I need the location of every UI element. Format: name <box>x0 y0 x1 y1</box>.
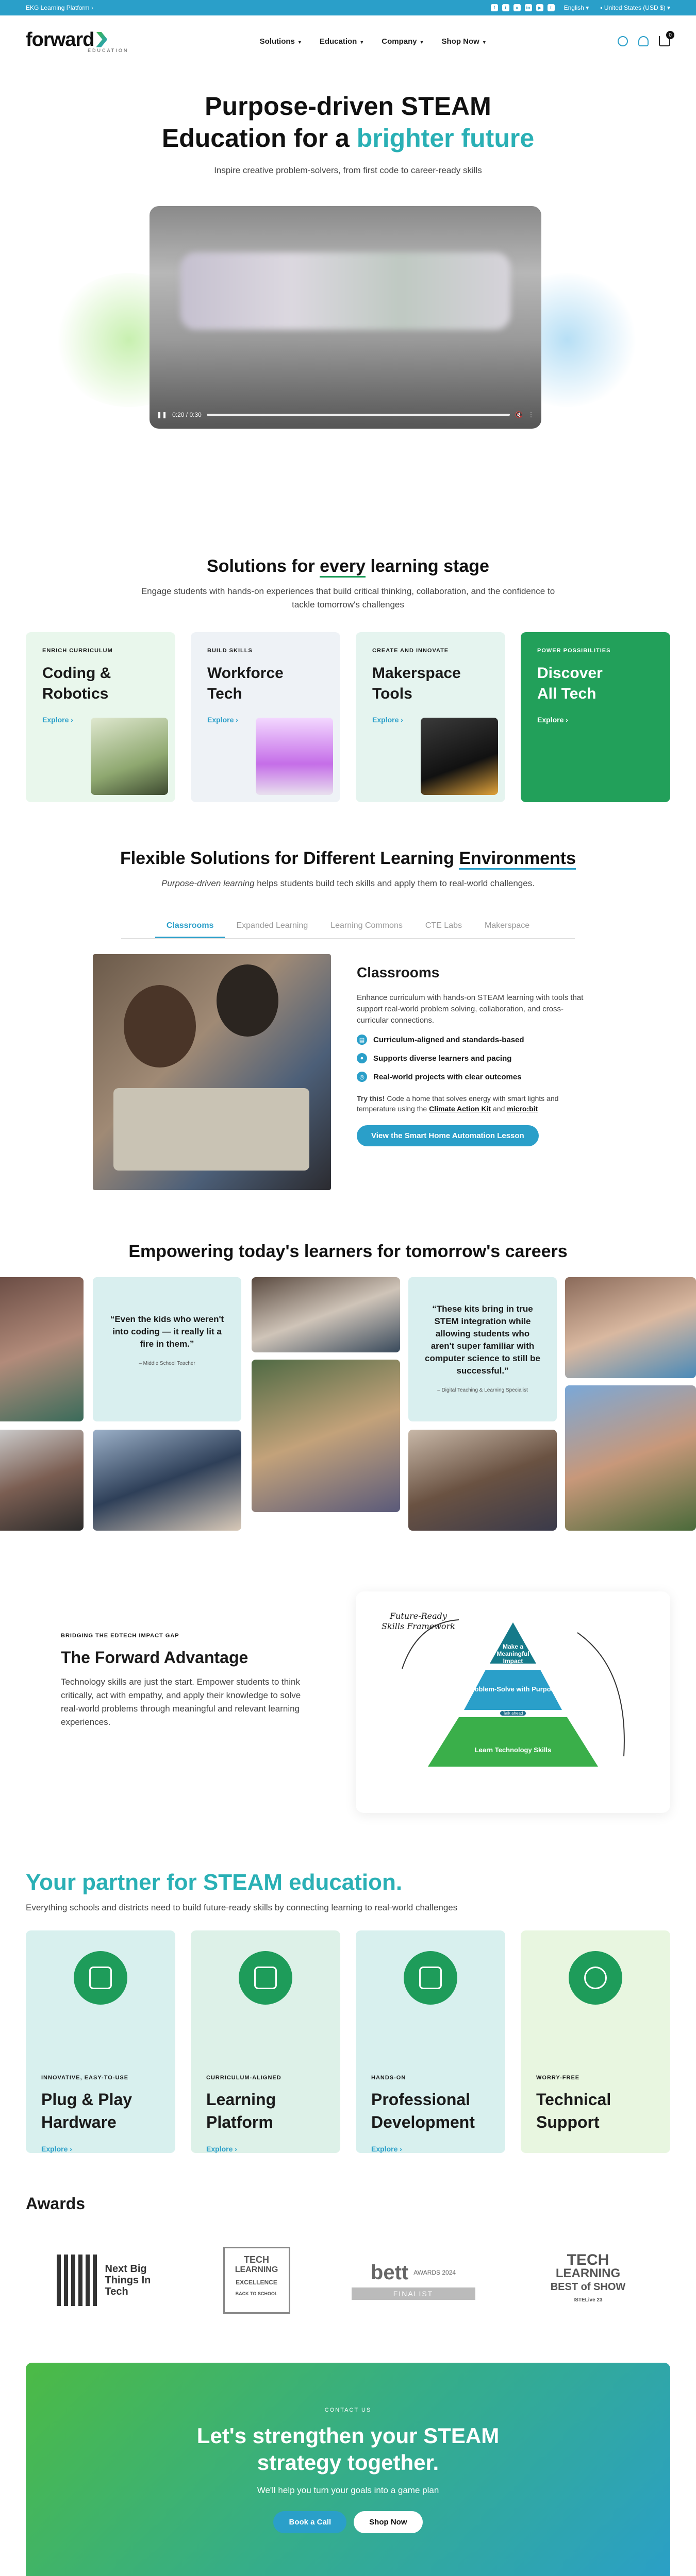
tab-panel <box>0 954 696 1190</box>
explore-link[interactable]: Explore › <box>207 716 238 724</box>
cta-title: Let's strengthen your STEAM strategy together. <box>196 2424 500 2475</box>
microbit-link[interactable]: micro:bit <box>507 1105 538 1113</box>
nav-menu <box>260 37 487 46</box>
solutions-subtitle: Engage students with hands-on experiences that build critical thinking, collaboration, and the confidence to tackle tomorrow's challenges <box>141 586 555 609</box>
explore-link[interactable]: Explore › <box>42 716 73 724</box>
nav-item-solutions[interactable]: Solutions ▼ <box>259 37 302 46</box>
people-icon: ● <box>357 1053 367 1063</box>
student-photo <box>93 1430 241 1531</box>
video-frame <box>180 252 510 330</box>
environment-tabs <box>121 915 575 939</box>
partner-cards <box>0 1930 696 2153</box>
shop-now-button[interactable]: Shop Now <box>354 2511 422 2533</box>
card-workforce-tech[interactable]: BUILD SKILLS Workforce Tech Explore › <box>191 632 340 802</box>
cart-icon[interactable] <box>659 32 672 46</box>
top-bar <box>0 0 696 15</box>
environments-title: Flexible Solutions for Different Learning Environments <box>0 849 696 869</box>
photo-mosaic <box>0 1277 696 1545</box>
award-next-big-things: Next Big Things In Tech <box>57 2255 162 2306</box>
main-nav <box>0 15 696 67</box>
hero <box>0 67 696 474</box>
level-impact: Make a Meaningful Impact <box>496 1643 529 1665</box>
cta-buttons <box>26 2511 670 2533</box>
awards-row <box>0 2244 696 2316</box>
feature-item: ◎ Real-world projects with clear outcomes <box>357 1072 594 1082</box>
3d-printer-image <box>421 718 498 795</box>
platform-icon <box>239 1951 292 2005</box>
award-logo-bars-icon <box>57 2255 98 2306</box>
youtube-icon[interactable]: ▶ <box>536 4 543 11</box>
instagram-icon[interactable]: i <box>502 4 509 11</box>
tab-cte-labs[interactable]: CTE Labs <box>425 921 462 930</box>
card-coding-robotics[interactable]: ENRICH CURRICULUM Coding & Robotics Explore › <box>26 632 175 802</box>
awards-title: Awards <box>26 2194 86 2213</box>
hero-video[interactable] <box>150 206 541 429</box>
tab-classrooms[interactable]: Classrooms <box>155 915 225 938</box>
facebook-icon[interactable]: f <box>491 4 498 11</box>
panel-description: Enhance curriculum with hands-on STEAM learning with tools that support real-world problem solving, collaboration, and cross-curricular connections. <box>357 993 584 1025</box>
top-bar-right <box>491 4 670 11</box>
book-icon: ▤ <box>357 1035 367 1045</box>
feature-item: ▤ Curriculum-aligned and standards-based <box>357 1035 594 1045</box>
account-icon[interactable] <box>638 36 649 46</box>
try-this-text: Try this! Code a home that solves energy with smart lights and temperature using the Climate Action Kit and micro:bit <box>357 1094 559 1113</box>
tab-expanded-learning[interactable]: Expanded Learning <box>236 921 308 930</box>
advantage-body: Technology skills are just the start. Empower students to think critically, act with empathy, and apply their knowledge to solve real-world problems through meaningful and relevant learning experiences. <box>61 1677 301 1727</box>
student-photo <box>565 1277 696 1378</box>
explore-link[interactable]: Explore › <box>372 716 403 724</box>
feature-item: ● Supports diverse learners and pacing <box>357 1053 594 1063</box>
chevron-down-icon: ▼ <box>482 39 487 45</box>
solutions-cards <box>0 632 696 802</box>
chevron-down-icon: ▼ <box>419 39 424 45</box>
language-selector[interactable]: English ▾ <box>564 4 589 11</box>
nav-icons <box>618 32 672 46</box>
panel-title: Classrooms <box>357 964 440 980</box>
student-photo <box>0 1277 84 1421</box>
support-icon <box>569 1951 622 2005</box>
robotics-kit-image <box>91 718 168 795</box>
partner-title: Your partner for STEAM education. <box>26 1870 403 1895</box>
awards-section <box>0 2153 696 2316</box>
student-photo <box>252 1277 400 1352</box>
pause-icon[interactable]: ❚❚ <box>157 411 168 418</box>
cta-section <box>0 2316 696 2576</box>
quote-card: “These kits bring in true STEM integration while allowing students who aren't super familiar with computer science to still be successful.” – Digital Teaching & Learning Specialist <box>408 1277 557 1421</box>
explore-link[interactable]: Explore › <box>206 2145 237 2153</box>
flag-icon: ▪ <box>600 4 603 11</box>
student-photo <box>252 1360 400 1512</box>
x-icon[interactable]: x <box>513 4 521 11</box>
chevron-down-icon: ▼ <box>297 39 302 45</box>
hero-subtitle: Inspire creative problem-solvers, from first code to career-ready skills <box>214 165 482 175</box>
explore-link[interactable]: Explore › <box>41 2145 72 2153</box>
tiktok-icon[interactable]: t <box>548 4 555 11</box>
environments-subtitle: Purpose-driven learning helps students build tech skills and apply them to real-world challenges. <box>161 878 535 888</box>
student-photo <box>565 1385 696 1531</box>
award-tech-learning-excellence: TECH LEARNING EXCELLENCE BACK TO SCHOOL <box>223 2247 290 2314</box>
video-progress[interactable] <box>207 414 510 416</box>
chevron-down-icon: ▼ <box>359 39 364 45</box>
view-lesson-button[interactable]: View the Smart Home Automation Lesson <box>357 1125 539 1146</box>
skills-framework-diagram <box>356 1591 670 1813</box>
quote-card: “Even the kids who weren't into coding — it really lit a fire in them.” – Middle School Teacher <box>93 1277 241 1421</box>
development-icon <box>404 1951 457 2005</box>
student-photo <box>0 1430 84 1531</box>
careers-section <box>0 1190 696 1545</box>
careers-title: Empowering today's learners for tomorrow's careers <box>128 1242 568 1261</box>
award-best-of-show: TECH LEARNING BEST of SHOW ISTELive 23 <box>550 2251 626 2303</box>
solutions-section <box>0 474 696 802</box>
hero-title: Purpose-driven STEAM Education for a brighter future <box>161 92 535 152</box>
linkedin-icon[interactable]: in <box>525 4 532 11</box>
book-a-call-button[interactable]: Book a Call <box>273 2511 346 2533</box>
explore-link[interactable]: Explore › <box>537 716 568 724</box>
climate-action-kit-link[interactable]: Climate Action Kit <box>429 1105 491 1113</box>
card-makerspace-tools[interactable]: CREATE AND INNOVATE Makerspace Tools Explore › <box>356 632 505 802</box>
solutions-title: Solutions for every learning stage <box>0 556 696 577</box>
advantage-section <box>0 1571 696 1818</box>
cta-subtitle: We'll help you turn your goals into a game plan <box>257 2485 439 2495</box>
logo[interactable]: forward EDUCATION <box>26 28 129 53</box>
tab-panel-text <box>357 954 594 1190</box>
announcement-link[interactable]: EKG Learning Platform › <box>26 4 93 11</box>
tab-makerspace[interactable]: Makerspace <box>484 921 530 930</box>
level-learn-tech: Learn Technology Skills <box>474 1746 552 1754</box>
award-bett-finalist: bett AWARDS 2024 FINALIST <box>352 2261 475 2300</box>
card-technical-support[interactable]: WORRY-FREE Technical Support <box>521 1930 670 2153</box>
partner-section <box>0 1818 696 2153</box>
video-controls <box>157 407 534 422</box>
level-problem-solve: Problem-Solve with Purpose <box>467 1685 559 1693</box>
card-learning-platform[interactable]: CURRICULUM-ALIGNED Learning Platform Explore › <box>191 1930 340 2153</box>
more-options-icon[interactable]: ⋮ <box>528 411 534 418</box>
hardware-icon <box>74 1951 127 2005</box>
cta-banner: CONTACT US Let's strengthen your STEAM strategy together. We'll help you turn your goals into a game plan Book a Call Shop Now <box>26 2363 670 2576</box>
tab-learning-commons[interactable]: Learning Commons <box>330 921 403 930</box>
mute-icon[interactable]: 🔇 <box>515 411 523 418</box>
advantage-title: The Forward Advantage <box>61 1648 248 1667</box>
cart-count-badge: 0 <box>666 31 674 39</box>
student-photo <box>408 1430 557 1531</box>
nav-item-company[interactable]: Company ▼ <box>382 37 424 46</box>
advantage-text: BRIDGING THE EDTECH IMPACT GAP The Forward Advantage Technology skills are just the start. Empower students to think critically, act with empathy, and apply their knowledge to solve real-world problems through meaningful and relevant learning experiences. <box>61 1571 313 1818</box>
nav-item-shop-now[interactable]: Shop Now ▼ <box>441 37 487 46</box>
explore-link[interactable]: Explore › <box>371 2145 402 2153</box>
video-time: 0:20 / 0:30 <box>172 411 202 418</box>
classroom-photo <box>93 954 331 1190</box>
card-discover-all-tech[interactable]: POWER POSSIBILITIES Discover All Tech Explore › <box>521 632 670 802</box>
nav-item-education[interactable]: Education ▼ <box>319 37 364 46</box>
card-plug-play-hardware[interactable]: INNOVATIVE, EASY-TO-USE Plug & Play Hardware Explore › <box>26 1930 175 2153</box>
currency-selector[interactable]: ▪ United States (USD $) ▾ <box>600 4 670 11</box>
partner-subtitle: Everything schools and districts need to build future-ready skills by connecting learning to real-world challenges <box>26 1903 458 1912</box>
logo-chevron-icon <box>96 32 107 47</box>
grow-tent-image <box>256 718 333 795</box>
mid-tag: Talk ahead <box>500 1711 526 1716</box>
card-professional-development[interactable]: HANDS-ON Professional Development Explore › <box>356 1930 505 2153</box>
framework-label: Future-Ready Skills Framework <box>382 1611 455 1631</box>
globe-icon: ◎ <box>357 1072 367 1082</box>
search-icon[interactable] <box>618 36 628 46</box>
environments-section <box>0 802 696 1190</box>
